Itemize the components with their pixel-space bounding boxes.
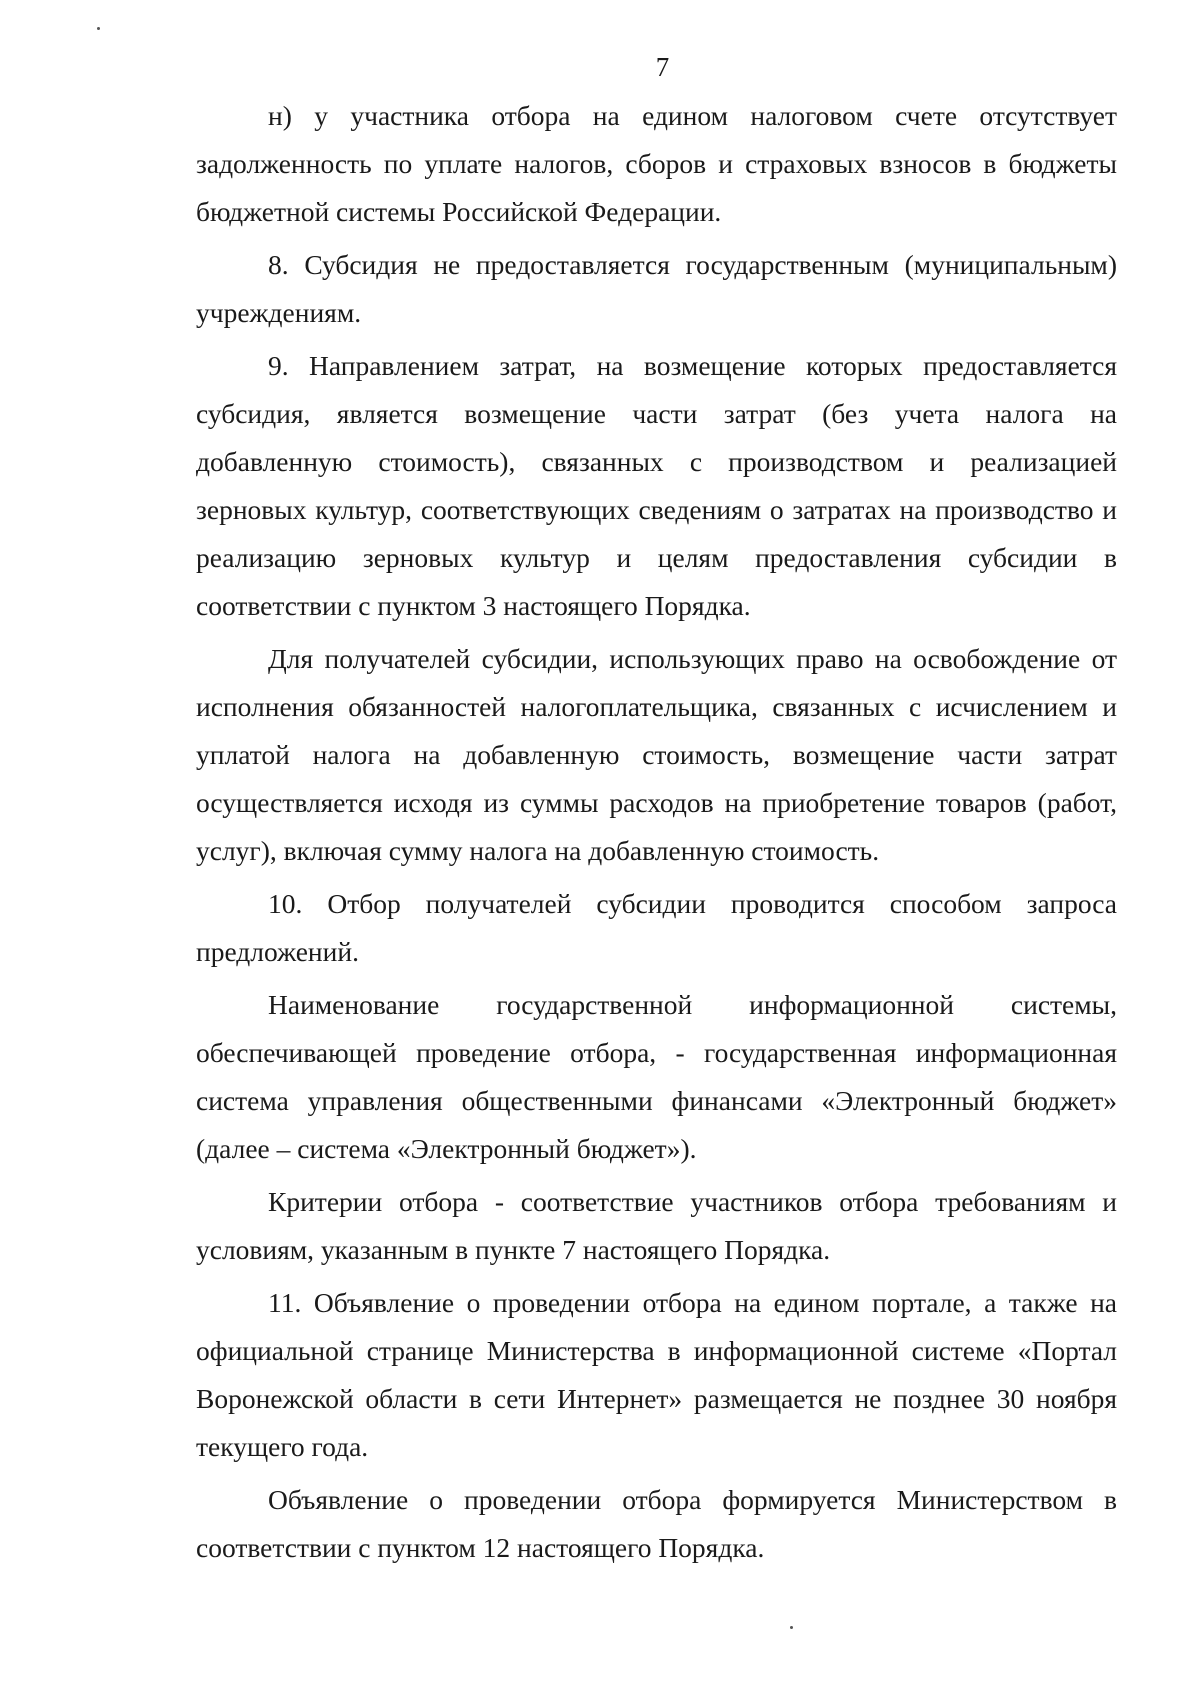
paragraph-item-8: 8. Субсидия не предоставляется государственным (муниципальным) учреждениям.	[196, 249, 1117, 328]
scan-speck	[790, 1626, 793, 1629]
paragraph-selection-criteria: Критерии отбора - соответствие участников отбора требованиям и условиям, указанным в пункте 7 настоящего Порядка.	[196, 1186, 1117, 1265]
paragraph-item-11: 11. Объявление о проведении отбора на едином портале, а также на официальной странице Министерства в информационной системе «Портал Воронежской области в сети Интернет» размещается не позднее 30 ноября текущего года.	[196, 1287, 1117, 1462]
scan-speck	[97, 27, 100, 30]
paragraph-announcement: Объявление о проведении отбора формируется Министерством в соответствии с пунктом 12 настоящего Порядка.	[196, 1484, 1117, 1563]
paragraph-item-9: 9. Направлением затрат, на возмещение которых предоставляется субсидия, является возмещение части затрат (без учета налога на добавленную стоимость), связанных с производством и реализацией зерновых культур, соответствующих сведениям о затратах на производство и реализацию зерновых культур и целям предоставления субсидии в соответствии с пунктом 3 настоящего Порядка.	[196, 350, 1117, 621]
paragraph-vat-exemption: Для получателей субсидии, использующих право на освобождение от исполнения обязанностей налогоплательщика, связанных с исчислением и уплатой налога на добавленную стоимость, возмещение части затрат осуществляется исходя из суммы расходов на приобретение товаров (работ, услуг), включая сумму налога на добавленную стоимость.	[196, 643, 1117, 866]
page-number: 7	[655, 52, 670, 82]
document-body	[196, 92, 1117, 1577]
paragraph-item-10: 10. Отбор получателей субсидии проводится способом запроса предложений.	[196, 888, 1117, 967]
paragraph-information-system: Наименование государственной информационной системы, обеспечивающей проведение отбора, - государственная информационная система управления общественными финансами «Электронный бюджет» (далее – система «Электронный бюджет»).	[196, 989, 1117, 1164]
paragraph-subitem-n: н) у участника отбора на едином налоговом счете отсутствует задолженность по уплате налогов, сборов и страховых взносов в бюджеты бюджетной системы Российской Федерации.	[196, 100, 1117, 227]
